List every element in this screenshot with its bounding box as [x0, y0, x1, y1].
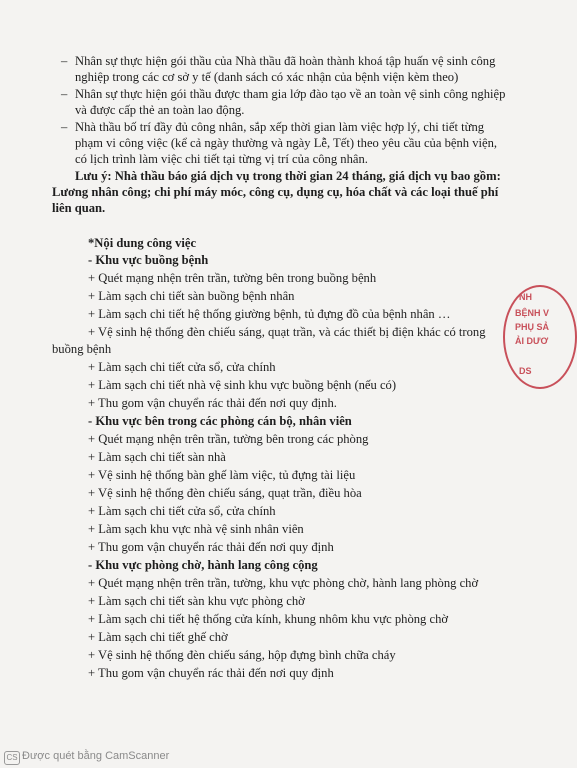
note-line: Lưu ý: Nhà thầu báo giá dịch vụ trong thời gian 24 tháng, giá dịch vụ bao gồm:	[75, 169, 501, 183]
note-line: Lương nhân công; chi phí máy móc, công cụ, dụng cụ, hóa chất và các loại thuế phí	[52, 185, 499, 199]
intro-line: Nhà thầu bố trí đầy đủ công nhân, sắp xếp thời gian làm việc hợp lý, chi tiết từng	[75, 120, 485, 134]
intro-line: nghiệp trong các cơ sở y tế (danh sách có xác nhận của bệnh viện kèm theo)	[75, 70, 459, 84]
note-line: liên quan.	[52, 201, 106, 215]
content-title: *Nội dung công việc	[88, 236, 197, 250]
intro-line: Nhân sự thực hiện gói thầu được tham gia lớp đào tạo về an toàn vệ sinh công nghiệp	[75, 87, 506, 101]
task-item: + Thu gom vận chuyển rác thải đến nơi quy định.	[88, 396, 337, 410]
intro-line: và được cấp thẻ an toàn lao động.	[75, 103, 245, 117]
task-item: + Vệ sinh hệ thống đèn chiếu sáng, hộp đựng bình chữa cháy	[88, 648, 396, 662]
task-item: + Làm sạch chi tiết nhà vệ sinh khu vực buồng bệnh (nếu có)	[88, 378, 397, 392]
task-item: + Làm sạch chi tiết sàn khu vực phòng chờ	[88, 594, 305, 608]
task-item: + Làm sạch chi tiết cửa sổ, cửa chính	[88, 504, 276, 518]
task-item: + Làm sạch chi tiết cửa sổ, cửa chính	[88, 360, 276, 374]
section-header-waiting: - Khu vực phòng chờ, hành lang công cộng	[88, 558, 318, 572]
intro-line: phạm vi công việc (kể cả ngày thường và ngày Lễ, Tết) theo yêu cầu của bệnh viện,	[75, 136, 498, 150]
bullet-dash: –	[61, 87, 68, 101]
task-item: + Làm sạch chi tiết hệ thống cửa kính, khung nhôm khu vực phòng chờ	[88, 612, 449, 626]
camscanner-label: Được quét bằng CamScanner	[22, 750, 170, 762]
section-header-room: - Khu vực buồng bệnh	[88, 253, 209, 267]
task-item: + Làm sạch chi tiết ghế chờ	[88, 630, 228, 644]
task-item: + Thu gom vận chuyển rác thải đến nơi quy định	[88, 666, 334, 680]
task-item: + Quét mạng nhện trên trần, tường, khu vực phòng chờ, hành lang phòng chờ	[88, 576, 479, 590]
stamp-text: PHỤ SẢ	[515, 322, 550, 332]
stamp-text: NH	[519, 292, 532, 302]
stamp-text: ẢI DƯƠ	[515, 336, 549, 346]
intro-line: Nhân sự thực hiện gói thầu của Nhà thầu đã hoàn thành khoá tập huấn vệ sinh công	[75, 54, 496, 68]
intro-line: có lịch trình làm việc chi tiết tại từng vị trí của công nhân.	[75, 152, 368, 166]
task-item: + Làm sạch khu vực nhà vệ sinh nhân viên	[88, 522, 304, 536]
task-item: + Quét mạng nhện trên trần, tường bên trong buồng bệnh	[88, 271, 377, 285]
task-item: + Quét mạng nhện trên trần, tường bên trong các phòng	[88, 432, 369, 446]
hospital-stamp	[503, 285, 577, 389]
section-header-staff: - Khu vực bên trong các phòng cán bộ, nhân viên	[88, 414, 352, 428]
bullet-dash: –	[61, 54, 68, 68]
task-item: + Vệ sinh hệ thống đèn chiếu sáng, quạt trần, điều hòa	[88, 486, 362, 500]
task-item: + Vệ sinh hệ thống đèn chiếu sáng, quạt trần, và các thiết bị điện khác có trong	[88, 325, 486, 339]
task-item: + Vệ sinh hệ thống bàn ghế làm việc, tủ đựng tài liệu	[88, 468, 356, 482]
stamp-text: BỆNH V	[515, 308, 550, 318]
bullet-dash: –	[61, 120, 68, 134]
task-item: + Làm sạch chi tiết sàn nhà	[88, 450, 226, 464]
task-item: + Làm sạch chi tiết sàn buồng bệnh nhân	[88, 289, 295, 303]
task-item: + Làm sạch chi tiết hệ thống giường bệnh, tủ đựng đồ của bệnh nhân …	[88, 307, 451, 321]
task-item-continued: buồng bệnh	[52, 342, 112, 356]
scanner-footer	[0, 746, 538, 768]
stamp-text: DS	[519, 366, 532, 376]
camscanner-icon: CS	[4, 751, 20, 765]
task-item: + Thu gom vận chuyển rác thải đến nơi quy định	[88, 540, 334, 554]
